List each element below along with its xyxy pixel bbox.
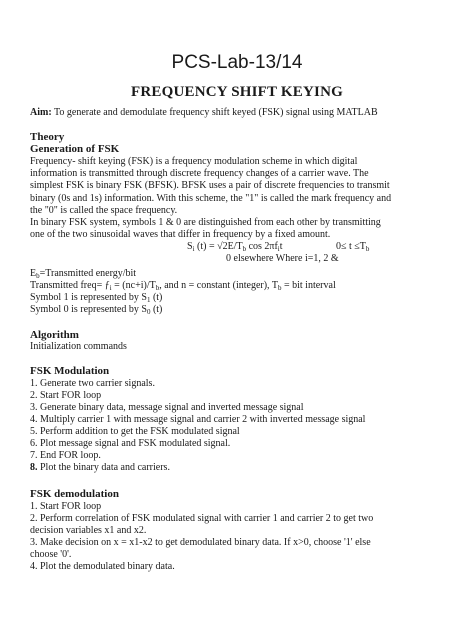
fsk-equation-range <box>336 241 369 253</box>
symbol-1-text: Symbol 1 is represented by S <box>30 292 147 303</box>
generation-heading: Generation of FSK <box>30 143 120 155</box>
demodulation-step-3: 3. Make decision on x = x1-x2 to get demodulated binary data. If x>0, choose '1' else <box>30 537 371 548</box>
demodulation-step-1: 1. Start FOR loop <box>30 501 102 512</box>
modulation-step-3: 3. Generate binary data, message signal and inverted message signal <box>30 402 304 413</box>
eq-range: 0≤ t ≤T <box>336 241 366 252</box>
eq-s-sub: i <box>192 245 195 253</box>
document-title: FREQUENCY SHIFT KEYING <box>131 84 343 100</box>
theory-line-1: Frequency- shift keying (FSK) is a frequency modulation scheme in which digital <box>30 156 358 167</box>
modulation-step-5: 5. Perform addition to get the FSK modulated signal <box>30 426 240 437</box>
theory-line-4: binary (0s and 1s) information. With this scheme, the "1" is called the mark frequency and <box>30 193 392 204</box>
energy-sub: b <box>36 272 40 280</box>
symbol-0-sub: 0 <box>146 308 151 316</box>
demodulation-heading: FSK demodulation <box>30 488 119 500</box>
aim-line <box>30 107 378 119</box>
modulation-step-2: 2. Start FOR loop <box>30 390 102 401</box>
demodulation-step-4: 4. Plot the demodulated binary data. <box>30 561 175 572</box>
fsk-equation <box>187 241 283 253</box>
eq-range-sub: b <box>365 245 370 253</box>
theory-line-7: one of the two sinusoidal waves that differ in frequency by a fixed amount. <box>30 229 331 240</box>
eq-mid-sub: b <box>242 245 247 253</box>
freq-mid-sub: b <box>155 284 160 292</box>
modulation-step-1: 1. Generate two carrier signals. <box>30 378 155 389</box>
symbol-1-line <box>30 292 162 304</box>
fsk-equation-else: 0 elsewhere Where i=1, 2 & <box>226 253 339 264</box>
modulation-step-8 <box>30 462 170 474</box>
theory-line-3: simplest FSK is binary FSK (BFSK). BFSK uses a pair of discrete frequencies to transmit <box>30 180 390 191</box>
freq-mid: = (nc+i)/T <box>111 280 156 291</box>
theory-line-6: In binary FSK system, symbols 1 & 0 are distinguished from each other by transmitting <box>30 217 381 228</box>
energy-line <box>30 268 136 280</box>
lab-title: PCS-Lab-13/14 <box>171 52 303 73</box>
energy-text: =Transmitted energy/bit <box>39 268 137 279</box>
symbol-1-sub: 1 <box>146 296 151 304</box>
freq-rest-sub: b <box>277 284 282 292</box>
demodulation-step-2: 2. Perform correlation of FSK modulated signal with carrier 1 and carrier 2 to get two <box>30 513 374 524</box>
freq-prefix: Transmitted freq= ƒ <box>30 280 110 291</box>
modulation-step-7: 7. End FOR loop. <box>30 450 101 461</box>
aim-text: To generate and demodulate frequency shift keyed (FSK) signal using MATLAB <box>51 107 378 118</box>
eq-cos-sub: i <box>277 245 280 253</box>
aim-label: Aim: <box>30 107 52 118</box>
step-8-number: 8. <box>30 462 38 473</box>
eq-t: t <box>279 241 283 252</box>
symbol-0-end: (t) <box>150 304 163 315</box>
symbol-1-end: (t) <box>150 292 163 303</box>
freq-end: = bit interval <box>281 280 336 291</box>
eq-cos: cos 2πf <box>246 241 278 252</box>
demodulation-step-3-cont: choose '0'. <box>30 549 72 560</box>
modulation-step-6: 6. Plot message signal and FSK modulated signal. <box>30 438 231 449</box>
eq-s: S <box>187 241 193 252</box>
algorithm-text: Initialization commands <box>30 341 127 352</box>
step-8-text: Plot the binary data and carriers. <box>37 462 170 473</box>
theory-heading: Theory <box>30 131 65 143</box>
energy-sym: E <box>30 268 37 279</box>
freq-rest: , and n = constant (integer), T <box>159 280 278 291</box>
modulation-step-4: 4. Multiply carrier 1 with message signal and carrier 2 with inverted message signal <box>30 414 366 425</box>
freq-sub: i <box>109 284 112 292</box>
theory-line-2: information is transmitted through discrete frequency changes of a carrier wave. The <box>30 168 369 179</box>
theory-line-5: the "0" is called the space frequency. <box>30 205 178 216</box>
algorithm-heading: Algorithm <box>30 329 79 341</box>
modulation-heading: FSK Modulation <box>30 365 110 377</box>
demodulation-step-2-cont: decision variables x1 and x2. <box>30 525 147 536</box>
eq-mid: (t) = √2E/T <box>194 241 243 252</box>
freq-line <box>30 280 336 292</box>
symbol-0-line <box>30 304 162 316</box>
symbol-0-text: Symbol 0 is represented by S <box>30 304 147 315</box>
